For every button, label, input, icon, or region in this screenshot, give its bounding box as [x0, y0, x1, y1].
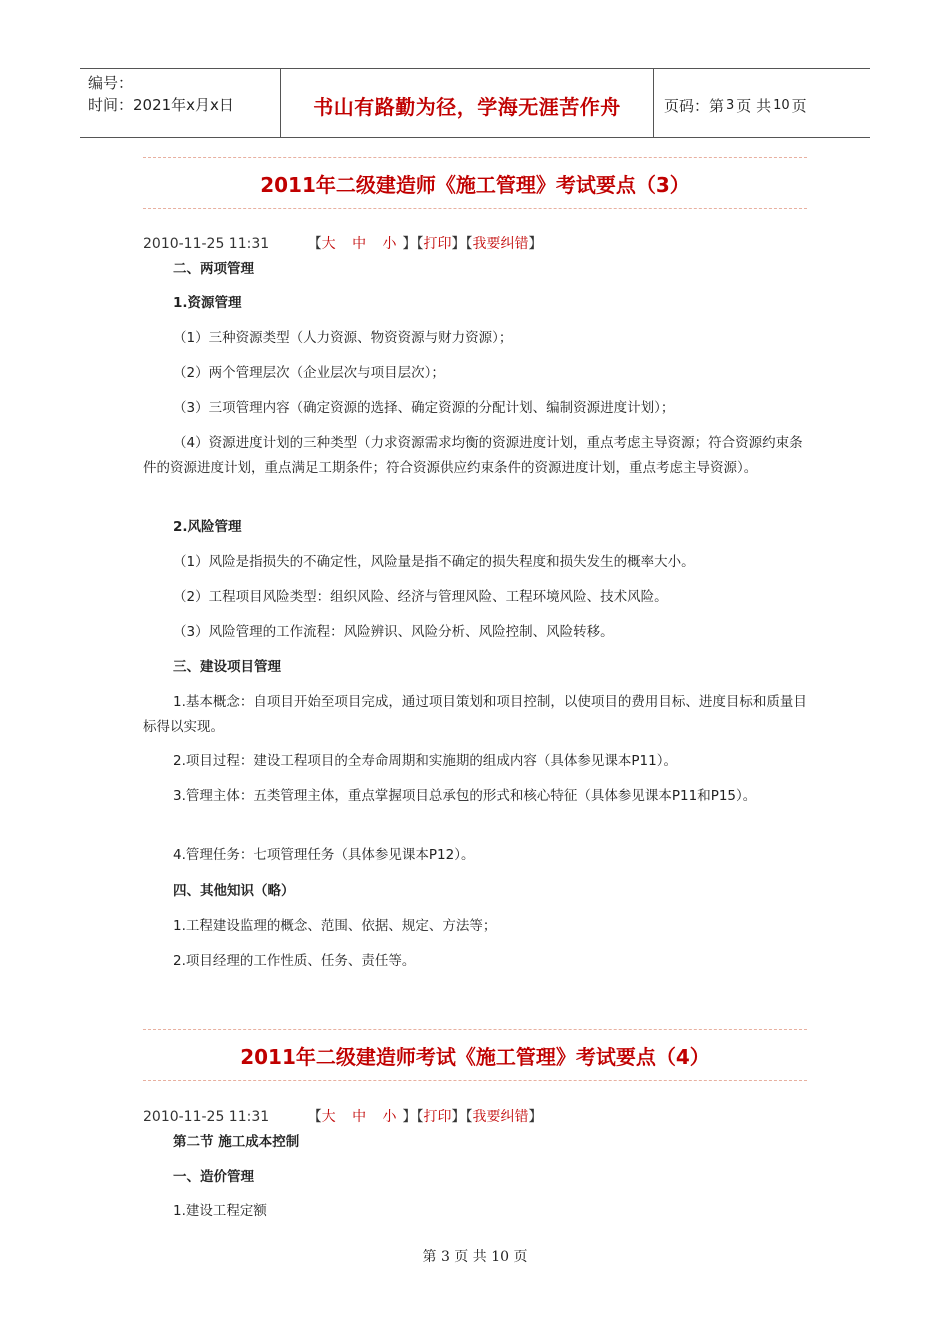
paragraph: 2.项目经理的工作性质、任务、责任等。 [173, 953, 416, 969]
article-meta: 2010-11-25 11:31 【大 中 小】【打印】【我要纠错】 [143, 236, 543, 252]
page-total: 10 [773, 97, 790, 113]
page-label-prefix: 页码：第 [664, 96, 725, 115]
header-page-cell [654, 69, 870, 137]
paragraph: （2）两个管理层次（企业层次与项目层次）； [173, 365, 445, 381]
paragraph: （2）工程项目风险类型：组织风险、经济与管理风险、工程环境风险、技术风险。 [173, 589, 668, 605]
font-size-links[interactable]: 大 中 小 [321, 236, 403, 252]
header-meta-cell [80, 69, 281, 137]
paragraph: 1.建设工程定额 [173, 1203, 267, 1219]
subsection-heading: 2.风险管理 [173, 519, 242, 535]
page-header [80, 68, 870, 138]
page-label-suffix: 页 [791, 96, 807, 115]
print-link[interactable]: 打印 [423, 236, 452, 252]
page-current: 3 [726, 97, 735, 113]
paragraph: 4.管理任务：七项管理任务（具体参见课本P12）。 [173, 847, 475, 863]
header-motto-cell [281, 69, 654, 137]
article-meta: 2010-11-25 11:31 【大 中 小】【打印】【我要纠错】 [143, 1109, 543, 1125]
section-heading: 一、造价管理 [173, 1169, 254, 1185]
paragraph: 2.项目过程：建设工程项目的全寿命周期和实施期的组成内容（具体参见课本P11）。 [173, 753, 677, 769]
paragraph: 1.工程建设监理的概念、范围、依据、规定、方法等； [173, 918, 497, 934]
paragraph: （4）资源进度计划的三种类型（力求资源需求均衡的资源进度计划，重点考虑主导资源；符合资源约束条件的资源进度计划，重点满足工期条件；符合资源供应约束条件的资源进度计划，重点考虑主导资源）。 [143, 435, 803, 476]
report-error-link[interactable]: 我要纠错 [472, 236, 529, 252]
title-divider-bottom [143, 208, 807, 209]
article-title: 2011年二级建造师考试《施工管理》考试要点（4） [240, 1045, 710, 1069]
paragraph: （1）风险是指损失的不确定性，风险量是指不确定的损失程度和损失发生的概率大小。 [173, 554, 695, 570]
article-title: 2011年二级建造师《施工管理》考试要点（3） [260, 173, 690, 197]
subsection-heading: 1.资源管理 [173, 295, 242, 311]
section-heading: 四、其他知识（略） [173, 883, 295, 899]
section-heading: 二、两项管理 [173, 261, 254, 277]
section-heading: 三、建设项目管理 [173, 659, 281, 675]
paragraph: （1）三种资源类型（人力资源、物资资源与财力资源）； [173, 330, 513, 346]
publish-date: 2010-11-25 11:31 [143, 1109, 270, 1125]
report-error-link[interactable]: 我要纠错 [472, 1109, 529, 1125]
time-label: 时间：2021年x月x日 [88, 96, 234, 114]
print-link[interactable]: 打印 [423, 1109, 452, 1125]
section-heading: 第二节 施工成本控制 [173, 1134, 300, 1150]
paragraph: 1.基本概念：自项目开始至项目完成，通过项目策划和项目控制，以使项目的费用目标、进度目标和质量目标得以实现。 [143, 694, 807, 735]
title-divider-bottom [143, 1080, 807, 1081]
paragraph: （3）三项管理内容（确定资源的选择、确定资源的分配计划、编制资源进度计划）； [173, 400, 675, 416]
paragraph: （3）风险管理的工作流程：风险辨识、风险分析、风险控制、风险转移。 [173, 624, 614, 640]
title-divider-top [143, 1029, 807, 1030]
page-footer: 第 3 页 共 10 页 [422, 1249, 528, 1265]
motto: 书山有路勤为径，学海无涯苦作舟 [313, 94, 621, 119]
number-label: 编号： [88, 74, 134, 92]
paragraph: 3.管理主体：五类管理主体，重点掌握项目总承包的形式和核心特征（具体参见课本P11和P15）。 [173, 788, 757, 804]
page-label-middle: 页 共 [736, 96, 772, 115]
publish-date: 2010-11-25 11:31 [143, 236, 270, 252]
title-divider-top [143, 157, 807, 158]
font-size-links[interactable]: 大 中 小 [321, 1109, 403, 1125]
